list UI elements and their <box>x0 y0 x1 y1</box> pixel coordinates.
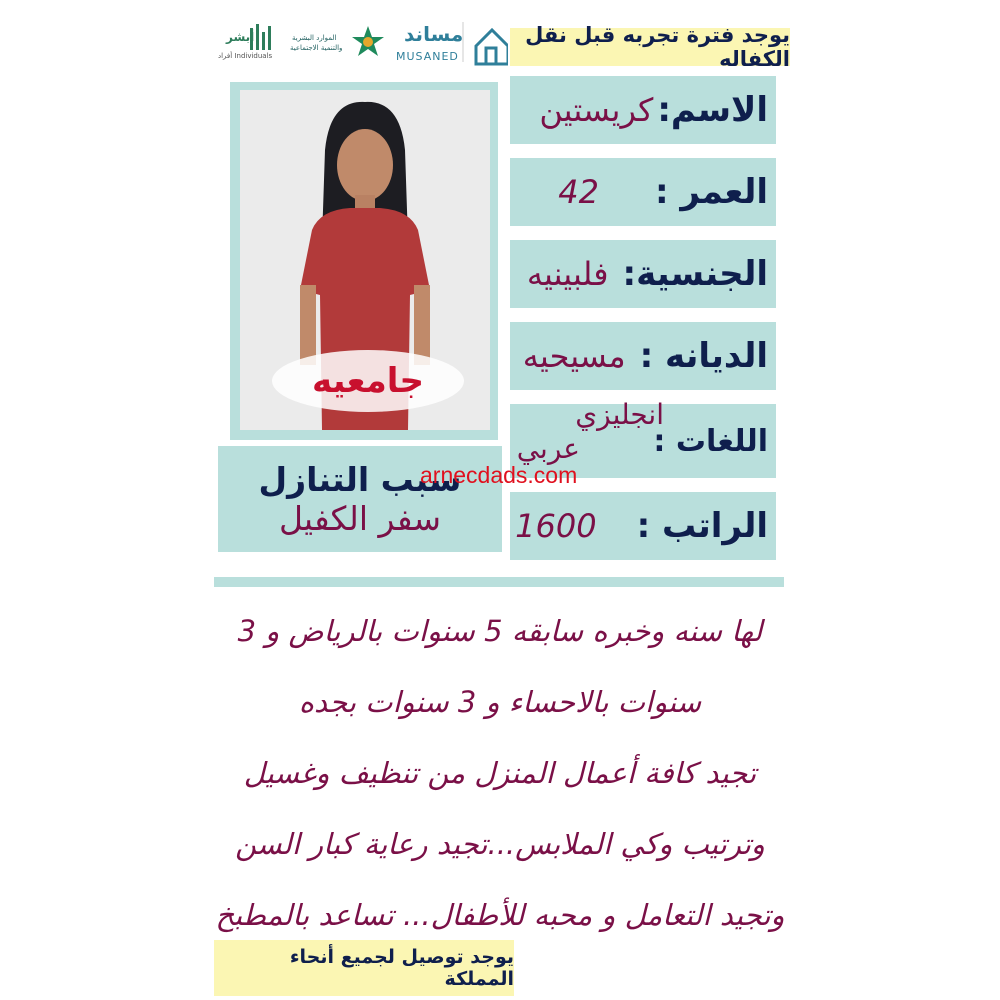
field-nationality <box>510 240 776 308</box>
name-label: الاسم: <box>657 90 768 130</box>
ministry-logo <box>352 26 384 56</box>
languages-label: اللغات : <box>653 423 768 459</box>
languages-value-arabic: عربي <box>516 432 580 465</box>
salary-value: 1600 <box>515 507 597 545</box>
age-label: العمر : <box>655 172 768 212</box>
release-reason-value: سفر الكفيل <box>278 499 442 538</box>
nationality-label: الجنسية: <box>622 254 768 294</box>
ministry-text-2: والتنمية الاجتماعية <box>290 44 343 52</box>
watermark: arnecdads.com <box>420 462 578 488</box>
description-line: وتجيد التعامل و محبه للأطفال... تساعد بالمطبخ <box>215 898 785 932</box>
logos-strip <box>218 12 508 72</box>
description-line: لها سنه وخبره سابقه 5 سنوات بالرياض و 3 <box>237 614 763 648</box>
absher-text: أبشر <box>226 30 255 44</box>
musaned-logo <box>476 30 508 64</box>
religion-label: الديانه : <box>639 336 768 376</box>
name-value: كريستين <box>539 91 654 129</box>
education-badge: جامعيه <box>272 350 464 412</box>
musaned-text-ar: مساند <box>404 22 464 46</box>
delivery-notice: يوجد توصيل لجميع أنحاء المملكة <box>214 940 514 996</box>
religion-value: مسيحيه <box>522 337 626 375</box>
description-line: سنوات بالاحساء و 3 سنوات بجده <box>298 685 702 719</box>
age-value: 42 <box>558 173 599 211</box>
divider <box>214 577 784 587</box>
field-name <box>510 76 776 144</box>
logos-graphic <box>218 12 508 72</box>
description-line: وترتيب وكي الملابس...تجيد رعاية كبار السن <box>235 827 765 861</box>
languages-value-english: انجليزي <box>575 398 664 431</box>
nationality-value: فلبينيه <box>526 255 609 293</box>
description-line: تجيد كافة أعمال المنزل من تنظيف وغسيل <box>243 756 757 790</box>
field-salary <box>510 492 776 560</box>
field-age <box>510 158 776 226</box>
release-reason-label: سبب التنازل <box>258 460 462 499</box>
absher-sub-text: أفراد Individuals <box>218 52 273 60</box>
salary-label: الراتب : <box>636 506 768 546</box>
field-religion <box>510 322 776 390</box>
experience-description <box>210 596 790 951</box>
musaned-text-en: MUSANED <box>396 50 459 63</box>
ministry-text-1: الموارد البشرية <box>292 34 337 42</box>
trial-notice: يوجد فترة تجربه قبل نقل الكفاله <box>510 28 790 66</box>
